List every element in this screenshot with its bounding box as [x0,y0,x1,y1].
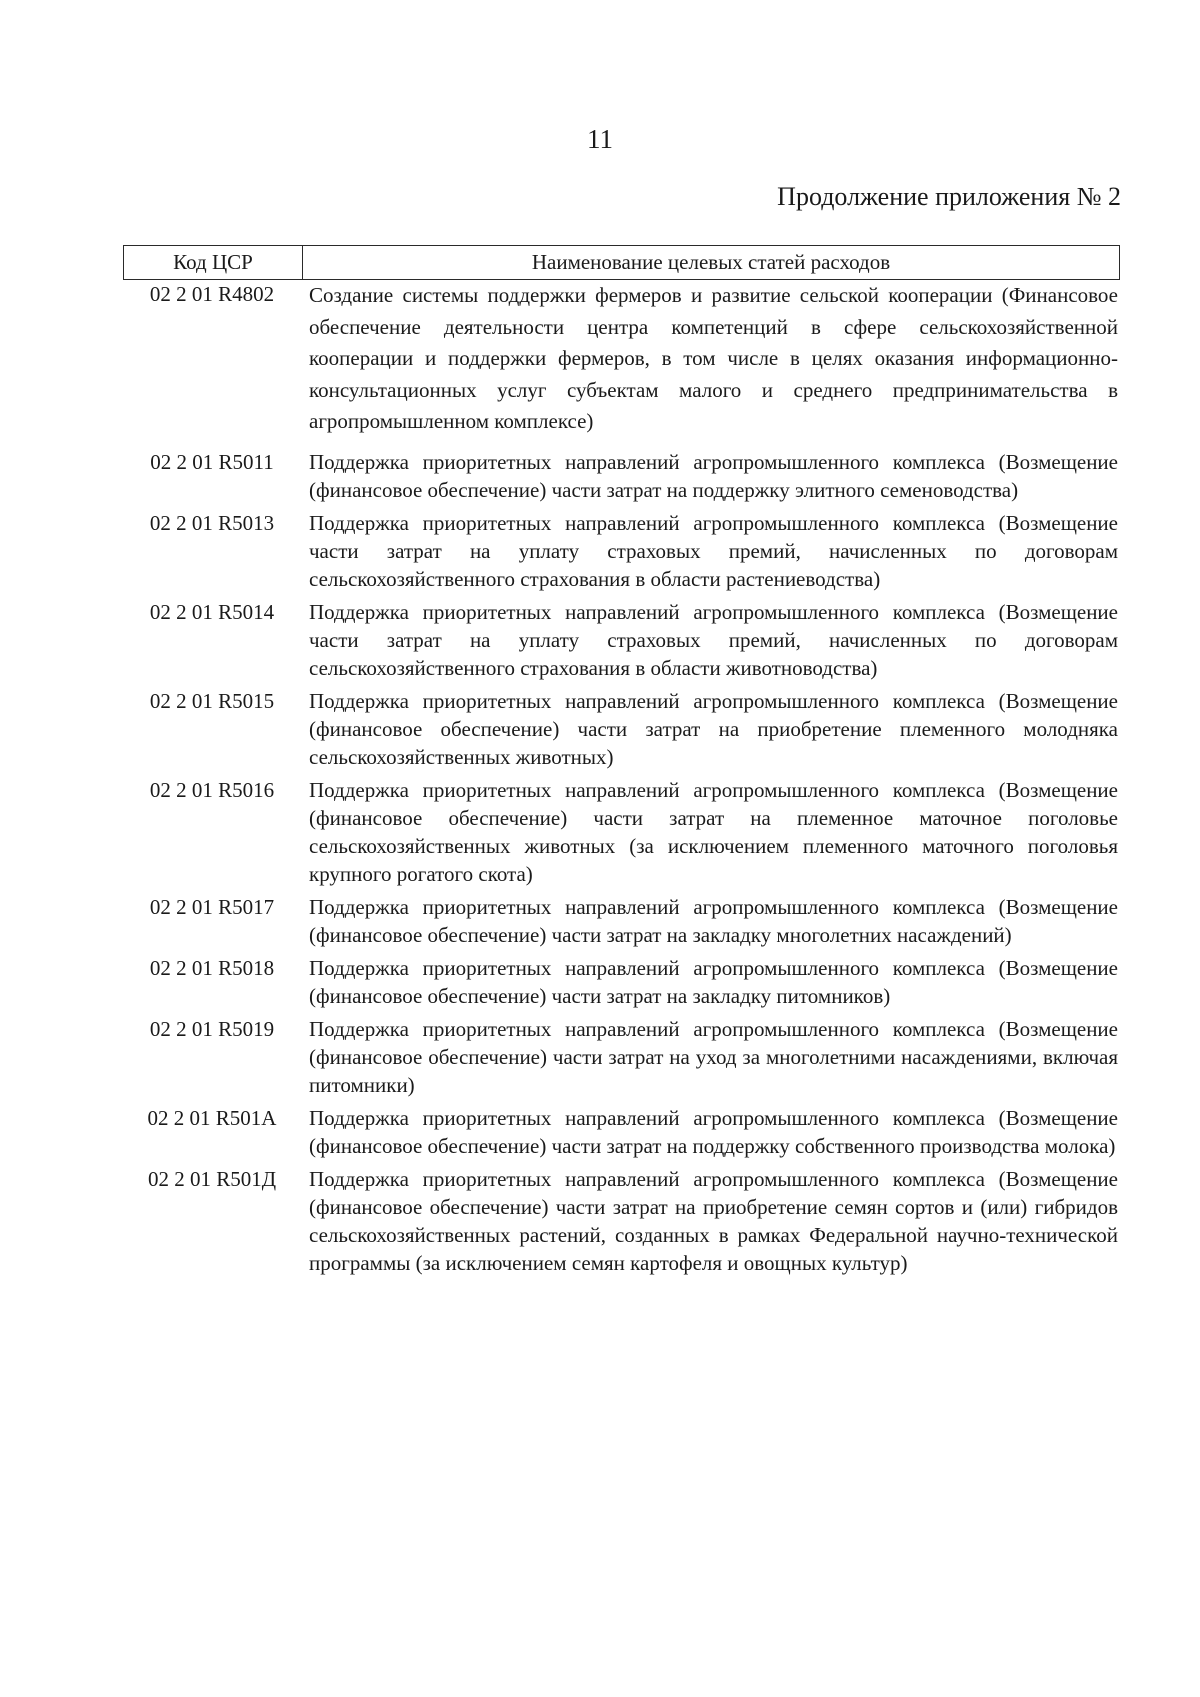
table-row [123,893,1120,949]
row-name: Поддержка приоритетных направлений агропромышленного комплекса (Возмещение (финансовое обеспечение) части затрат на приобретение семян сортов и (или) гибридов сельскохозяйственных растений, созданных в рамках Федеральной научно-технической программы (за исключением семян картофеля и овощных культур) [309,1166,1118,1275]
row-code: 02 2 01 R5019 [149,1016,275,1041]
row-name: Создание системы поддержки фермеров и развитие сельской кооперации (Финансовое обеспечение деятельности центра компетенций в сфере сельскохозяйственной кооперации и поддержки фермеров, в том числе в целях оказания информационно-консультационных услуг субъектам малого и среднего предпринимательства в агропромышленном комплексе) [309,283,1118,433]
appendix-title: Продолжение приложения № 2 [777,182,1121,211]
row-code: 02 2 01 R5017 [149,894,275,919]
row-name: Поддержка приоритетных направлений агропромышленного комплекса (Возмещение (финансовое обеспечение) части затрат на уход за многолетними насаждениями, включая питомники) [309,1016,1118,1097]
row-code: 02 2 01 R5015 [149,688,275,713]
table-row [123,280,1120,438]
table-row [123,954,1120,1010]
row-code: 02 2 01 R5018 [149,955,275,980]
table-row [123,1165,1120,1277]
table-row [123,776,1120,888]
row-name: Поддержка приоритетных направлений агропромышленного комплекса (Возмещение (финансовое обеспечение) части затрат на приобретение племенного молодняка сельскохозяйственных животных) [309,688,1118,769]
table-body [123,280,1120,1277]
budget-codes-table [123,245,1120,1282]
row-name: Поддержка приоритетных направлений агропромышленного комплекса (Возмещение (финансовое обеспечение) части затрат на племенное маточное поголовье сельскохозяйственных животных (за исключением племенного маточного поголовья крупного рогатого скота) [309,777,1118,886]
table-row [123,598,1120,682]
table-row [123,1015,1120,1099]
header-name-column: Наименование целевых статей расходов [531,250,891,274]
table-row [123,509,1120,593]
row-code: 02 2 01 R5014 [149,599,275,624]
row-code: 02 2 01 R5016 [149,777,275,802]
row-code: 02 2 01 R5013 [149,510,275,535]
row-code: 02 2 01 R5011 [150,449,274,474]
page-number: 11 [587,124,613,154]
row-code: 02 2 01 R501А [147,1105,277,1130]
row-name: Поддержка приоритетных направлений агропромышленного комплекса (Возмещение (финансовое обеспечение) части затрат на поддержку собственного производства молока) [309,1105,1118,1158]
table-header-row [123,245,1120,280]
table-row [123,687,1120,771]
row-code: 02 2 01 R4802 [149,282,275,306]
table-row [123,448,1120,504]
row-name: Поддержка приоритетных направлений агропромышленного комплекса (Возмещение части затрат на уплату страховых премий, начисленных по договорам сельскохозяйственного страхования в области животноводства) [309,599,1118,680]
header-code-column: Код ЦСР [124,246,303,279]
table-row [123,1104,1120,1160]
row-name: Поддержка приоритетных направлений агропромышленного комплекса (Возмещение части затрат на уплату страховых премий, начисленных по договорам сельскохозяйственного страхования в области растениеводства) [309,510,1118,591]
row-name: Поддержка приоритетных направлений агропромышленного комплекса (Возмещение (финансовое обеспечение) части затрат на закладку питомников) [309,955,1118,1008]
row-name: Поддержка приоритетных направлений агропромышленного комплекса (Возмещение (финансовое обеспечение) части затрат на поддержку элитного семеноводства) [309,449,1118,502]
row-code: 02 2 01 R501Д [147,1166,277,1191]
row-name: Поддержка приоритетных направлений агропромышленного комплекса (Возмещение (финансовое обеспечение) части затрат на закладку многолетних насаждений) [309,894,1118,947]
